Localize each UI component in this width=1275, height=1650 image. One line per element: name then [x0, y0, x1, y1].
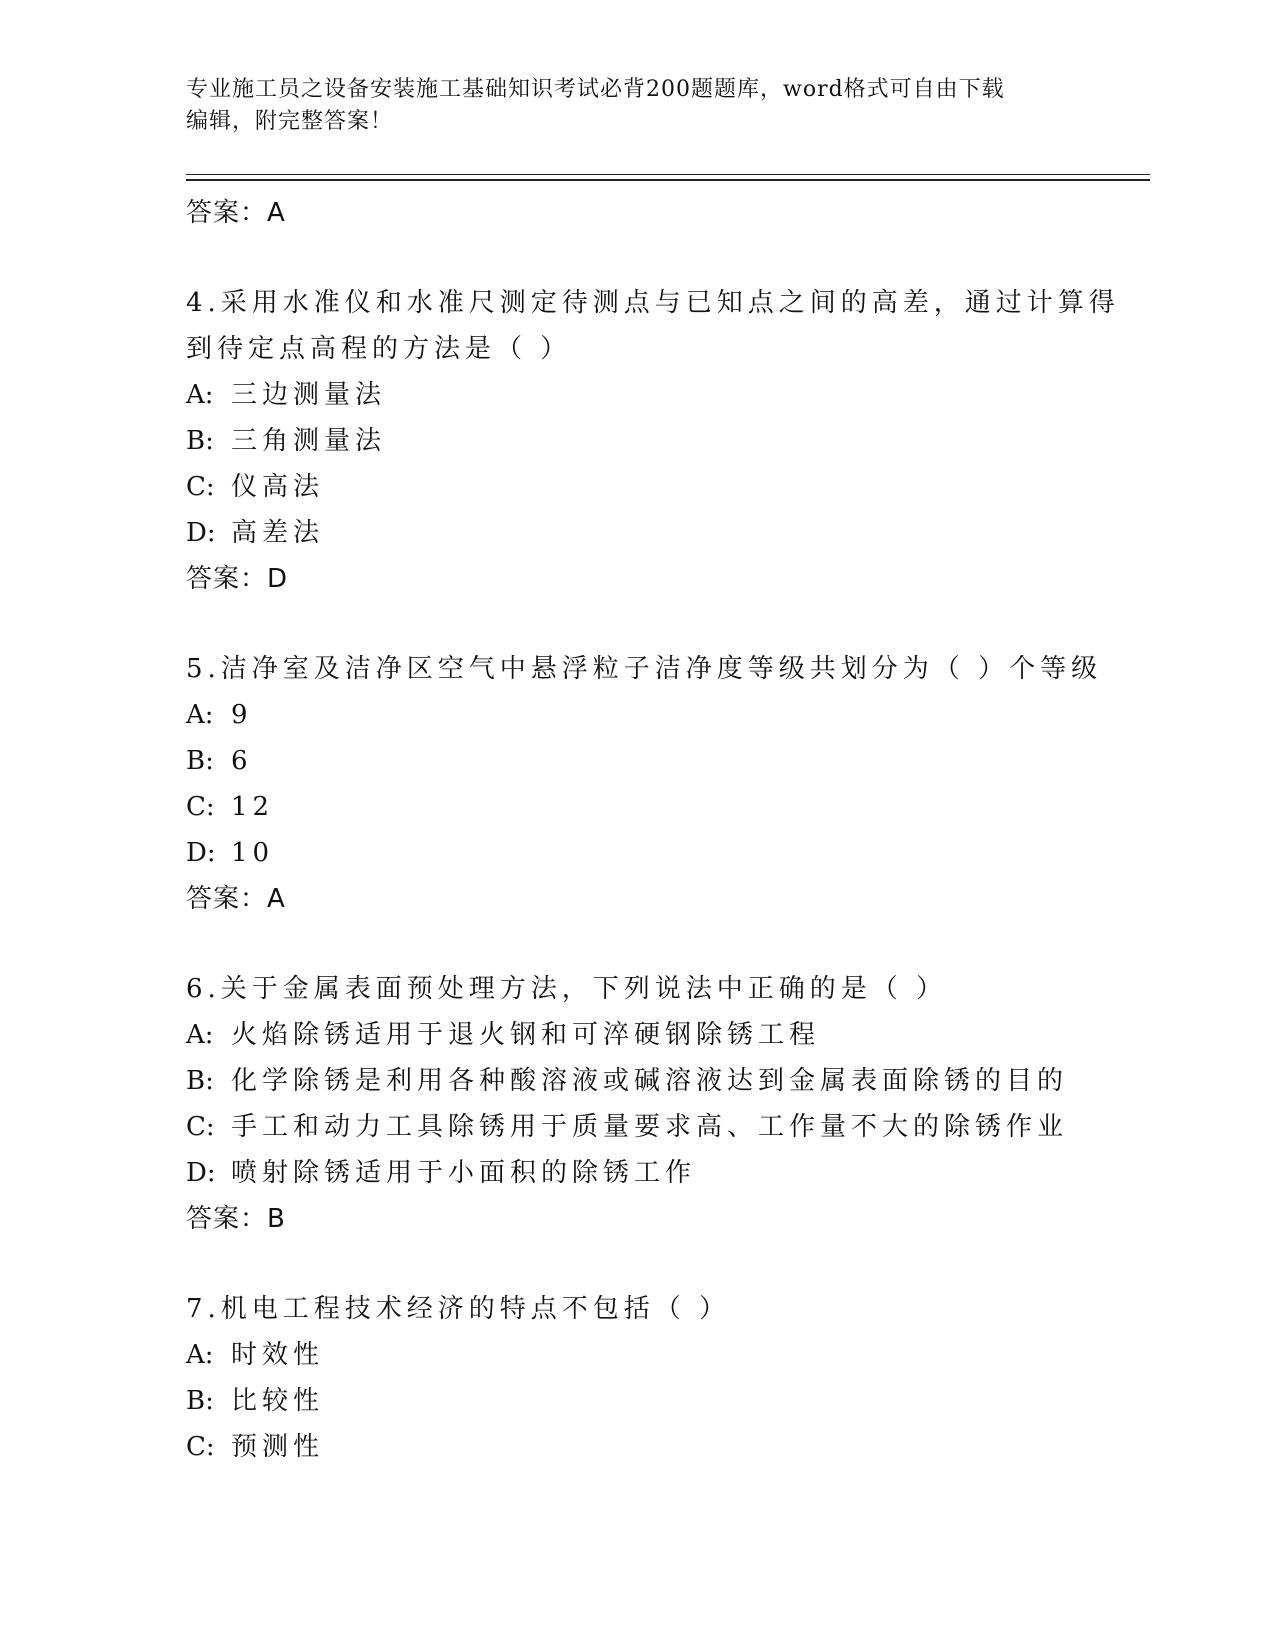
option-text: 6 [231, 746, 253, 776]
option-text: 10 [231, 838, 275, 868]
option-text: 仪高法 [231, 472, 325, 502]
option-text: 9 [231, 700, 253, 730]
answer-option [186, 418, 1086, 464]
option-text: 12 [231, 792, 275, 822]
answer-option [186, 1378, 1086, 1424]
option-text: 三边测量法 [231, 380, 387, 410]
option-letter: D: [186, 518, 216, 548]
block-spacer [186, 236, 1086, 280]
option-letter: A: [186, 380, 214, 410]
option-text: 高差法 [231, 518, 325, 548]
answer-option [186, 1012, 1086, 1058]
option-text: 时效性 [231, 1340, 325, 1370]
header-title-line-2: 编辑，附完整答案！ [186, 109, 394, 134]
option-letter: B: [186, 426, 214, 456]
question-stem-line: 5.洁净室及洁净区空气中悬浮粒子洁净度等级共划分为（ ）个等级 [186, 654, 1103, 684]
answer-line: 答案：B [186, 1204, 286, 1234]
option-text: 喷射除锈适用于小面积的除锈工作 [231, 1158, 697, 1188]
document-header [186, 74, 1086, 138]
option-letter: A: [186, 1020, 214, 1050]
question-list [186, 190, 1120, 1470]
answer-option [186, 1332, 1086, 1378]
option-letter: B: [186, 746, 214, 776]
answer-line: 答案：A [186, 198, 286, 228]
block-spacer [186, 922, 1086, 966]
option-letter: C: [186, 1432, 215, 1462]
answer-line: 答案：D [186, 564, 289, 594]
answer-option [186, 464, 1086, 510]
answer-option [186, 830, 1086, 876]
header-title-line-1: 专业施工员之设备安装施工基础知识考试必背200题题库，word格式可自由下载 [186, 77, 1005, 102]
option-letter: C: [186, 792, 215, 822]
answer-line: 答案：A [186, 884, 286, 914]
answer-option [186, 372, 1086, 418]
answer-option [186, 510, 1086, 556]
answer-option [186, 1424, 1086, 1470]
option-letter: C: [186, 1112, 215, 1142]
option-letter: A: [186, 1340, 214, 1370]
block-spacer [186, 1242, 1086, 1286]
answer-option [186, 1104, 1086, 1150]
block-spacer [186, 602, 1086, 646]
option-text: 手工和动力工具除锈用于质量要求高、工作量不大的除锈作业 [231, 1112, 1069, 1142]
header-divider-thin [186, 174, 1150, 175]
question-stem-line: 6.关于金属表面预处理方法，下列说法中正确的是（ ） [186, 974, 948, 1004]
option-letter: B: [186, 1386, 214, 1416]
option-text: 火焰除锈适用于退火钢和可淬硬钢除锈工程 [231, 1020, 821, 1050]
answer-option [186, 1058, 1086, 1104]
option-text: 化学除锈是利用各种酸溶液或碱溶液达到金属表面除锈的目的 [231, 1066, 1069, 1096]
header-divider-thick [186, 179, 1150, 181]
option-letter: B: [186, 1066, 214, 1096]
option-text: 预测性 [231, 1432, 325, 1462]
option-letter: C: [186, 472, 215, 502]
option-text: 比较性 [231, 1386, 325, 1416]
option-text: 三角测量法 [231, 426, 387, 456]
option-letter: A: [186, 700, 214, 730]
answer-option [186, 738, 1086, 784]
answer-option [186, 784, 1086, 830]
answer-option [186, 1150, 1086, 1196]
answer-option [186, 692, 1086, 738]
question-stem-line: 7.机电工程技术经济的特点不包括（ ） [186, 1294, 731, 1324]
question-stem-line: 到待定点高程的方法是（ ） [186, 334, 572, 364]
option-letter: D: [186, 1158, 216, 1188]
option-letter: D: [186, 838, 216, 868]
question-stem-line: 4.采用水准仪和水准尺测定待测点与已知点之间的高差，通过计算得 [186, 288, 1120, 318]
